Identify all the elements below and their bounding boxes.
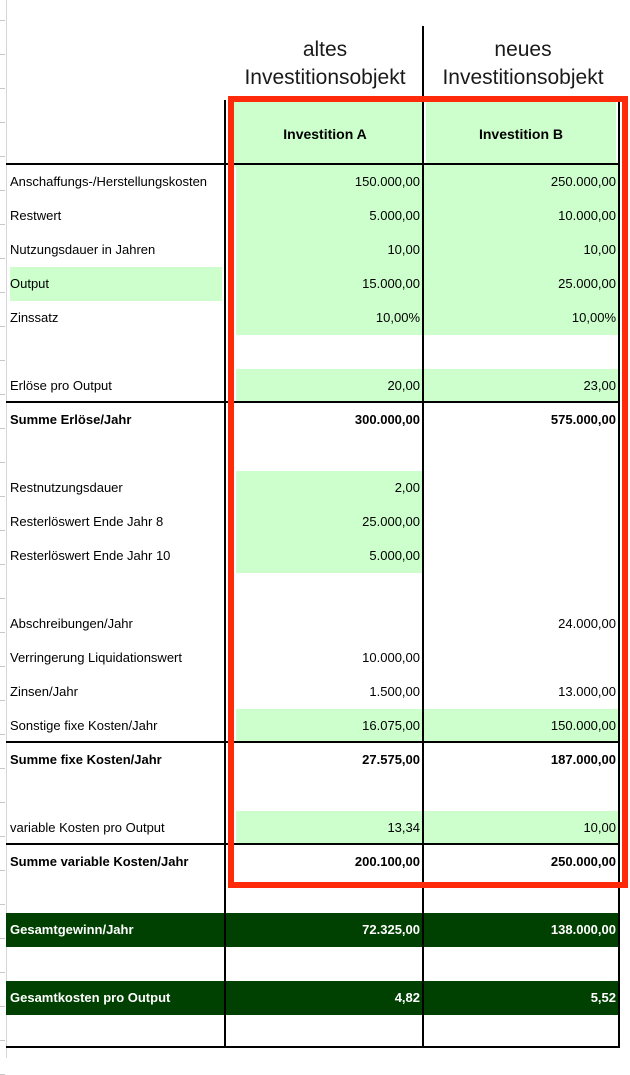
table-row [6, 505, 618, 539]
cell-investition-b[interactable]: 10,00 [424, 233, 618, 267]
cell-investition-b[interactable]: 10,00% [424, 301, 618, 335]
cell-investition-b[interactable]: 187.000,00 [550, 752, 616, 767]
row-label[interactable]: Summe Erlöse/Jahr [10, 412, 132, 427]
cell-investition-b[interactable] [424, 539, 618, 573]
row-gutter-tick [0, 632, 5, 633]
table-row [6, 777, 618, 811]
row-gutter-tick [0, 972, 5, 973]
cell-investition-a[interactable]: 25.000,00 [236, 505, 422, 539]
cell-investition-b[interactable]: 5,52 [590, 990, 616, 1005]
row-label[interactable] [10, 573, 222, 607]
row-label[interactable]: Abschreibungen/Jahr [10, 616, 133, 631]
divider-right [618, 100, 620, 1048]
row-label[interactable] [10, 879, 222, 913]
cell-investition-a[interactable]: 1.500,00 [369, 684, 420, 699]
table-row [6, 267, 618, 301]
rule-variable [6, 843, 620, 845]
divider-mid [422, 100, 424, 1048]
cell-investition-b[interactable] [424, 777, 618, 811]
row-label[interactable]: Resterlöswert Ende Jahr 10 [10, 548, 171, 563]
cell-investition-b[interactable]: 250.000,00 [550, 854, 616, 869]
cell-investition-a[interactable]: 4,82 [394, 990, 420, 1005]
row-gutter-tick [0, 700, 5, 701]
cell-investition-a[interactable]: 16.075,00 [236, 709, 422, 743]
cell-investition-a[interactable] [236, 777, 422, 811]
cell-investition-b[interactable] [424, 335, 618, 369]
row-label[interactable] [10, 947, 222, 981]
cell-investition-b[interactable]: 150.000,00 [424, 709, 618, 743]
cell-investition-b[interactable]: 10.000,00 [424, 199, 618, 233]
row-gutter-tick [0, 258, 5, 259]
cell-investition-a[interactable]: 10,00% [236, 301, 422, 335]
table-row [6, 641, 618, 675]
row-gutter-tick [0, 734, 5, 735]
row-label[interactable]: Resterlöswert Ende Jahr 8 [10, 514, 164, 529]
table-row [6, 675, 618, 709]
cell-investition-b[interactable]: 24.000,00 [558, 616, 616, 631]
cell-investition-b[interactable] [424, 947, 618, 981]
row-gutter-tick [0, 428, 5, 429]
cell-investition-b[interactable]: 575.000,00 [550, 412, 616, 427]
table-row [6, 403, 618, 437]
row-label[interactable]: Anschaffungs-/Herstellungskosten [10, 174, 208, 189]
cell-investition-a[interactable]: 20,00 [236, 369, 422, 403]
cell-investition-a[interactable]: 5.000,00 [236, 199, 422, 233]
row-label[interactable]: Nutzungsdauer in Jahren [10, 242, 156, 257]
cell-investition-a[interactable]: 27.575,00 [362, 752, 420, 767]
row-label[interactable]: Gesamtgewinn/Jahr [10, 922, 134, 937]
row-gutter-tick [0, 394, 5, 395]
row-label[interactable]: Summe fixe Kosten/Jahr [10, 752, 162, 767]
row-label[interactable]: Restwert [10, 208, 62, 223]
divider-left [224, 100, 226, 1048]
cell-investition-b[interactable] [424, 471, 618, 505]
row-label[interactable] [10, 335, 222, 369]
row-gutter-tick [0, 54, 5, 55]
rule-bottom [6, 1046, 620, 1048]
row-gutter-tick [0, 496, 5, 497]
cell-investition-a[interactable]: 300.000,00 [354, 412, 420, 427]
row-label[interactable]: Gesamtkosten pro Output [10, 990, 171, 1005]
row-gutter-tick [0, 836, 5, 837]
table-row [6, 573, 618, 607]
table-row [6, 199, 618, 233]
cell-investition-b[interactable]: 250.000,00 [424, 165, 618, 199]
row-gutter-tick [0, 666, 5, 667]
row-label[interactable]: Zinssatz [10, 310, 59, 325]
row-label[interactable]: Output [10, 267, 222, 301]
cell-investition-b[interactable] [424, 573, 618, 607]
row-gutter-tick [0, 870, 5, 871]
cell-investition-b[interactable]: 13.000,00 [558, 684, 616, 699]
cell-investition-a[interactable]: 10.000,00 [362, 650, 420, 665]
cell-investition-a[interactable]: 5.000,00 [236, 539, 422, 573]
row-gutter-tick [0, 224, 5, 225]
row-label[interactable] [10, 777, 222, 811]
cell-investition-a[interactable]: 15.000,00 [236, 267, 422, 301]
col-a-header[interactable]: Investition A [228, 101, 422, 167]
cell-investition-a[interactable] [236, 437, 422, 471]
cell-investition-b[interactable]: 10,00 [424, 811, 618, 845]
row-gutter-tick [0, 326, 5, 327]
table-row [6, 539, 618, 573]
row-gutter-tick [0, 938, 5, 939]
rule-erloese [6, 401, 620, 403]
cell-investition-a[interactable]: 2,00 [236, 471, 422, 505]
row-gutter-tick [0, 156, 5, 157]
row-label[interactable]: Erlöse pro Output [10, 378, 112, 393]
row-label[interactable]: variable Kosten pro Output [10, 820, 165, 835]
table-row [6, 879, 618, 913]
cell-investition-b[interactable] [424, 879, 618, 913]
cell-investition-b[interactable]: 138.000,00 [550, 922, 616, 937]
row-gutter-tick [0, 1006, 5, 1007]
row-gutter-tick [0, 122, 5, 123]
row-gutter-tick [0, 802, 5, 803]
row-label[interactable]: Restnutzungsdauer [10, 480, 123, 495]
col-b-header[interactable]: Investition B [426, 101, 616, 167]
cell-investition-b[interactable] [424, 505, 618, 539]
table-row [6, 335, 618, 369]
row-label[interactable] [10, 437, 222, 471]
row-label[interactable]: Sonstige fixe Kosten/Jahr [10, 718, 158, 733]
table-row [6, 845, 618, 879]
cell-investition-a[interactable]: 72.325,00 [362, 922, 420, 937]
cell-investition-a[interactable] [236, 607, 422, 641]
table-row [6, 301, 618, 335]
col-a-top-header: altes Investitionsobjekt [244, 38, 406, 89]
rule-fixkosten [6, 741, 620, 743]
cell-investition-a[interactable] [236, 879, 422, 913]
row-gutter-tick [0, 1040, 5, 1041]
table-row [6, 913, 618, 947]
rule-header [6, 163, 620, 165]
table-row [6, 947, 618, 981]
col-b-top-header: neues Investitionsobjekt [442, 38, 604, 89]
row-gutter-tick [0, 530, 5, 531]
row-gutter-tick [0, 462, 5, 463]
row-gutter-tick [0, 564, 5, 565]
row-gutter-tick [0, 904, 5, 905]
table-row [6, 709, 618, 743]
row-label[interactable]: Summe variable Kosten/Jahr [10, 854, 189, 869]
row-gutter-tick [0, 190, 5, 191]
row-gutter-tick [0, 292, 5, 293]
row-gutter-tick [0, 598, 5, 599]
row-gutter-tick [0, 20, 5, 21]
table-row [6, 607, 618, 641]
table-row [6, 471, 618, 505]
row-gutter-tick [0, 360, 5, 361]
row-label[interactable]: Verringerung Liquidationswert [10, 650, 182, 665]
cell-investition-b[interactable]: 23,00 [424, 369, 618, 403]
cell-investition-a[interactable] [236, 335, 422, 369]
row-label[interactable]: Zinsen/Jahr [10, 684, 78, 699]
table-row [6, 165, 618, 199]
row-gutter-tick [0, 88, 5, 89]
cell-investition-a[interactable] [236, 573, 422, 607]
row-gutter-tick [0, 768, 5, 769]
cell-investition-a[interactable]: 200.100,00 [354, 854, 420, 869]
cell-investition-b[interactable]: 25.000,00 [424, 267, 618, 301]
cell-investition-a[interactable]: 10,00 [236, 233, 422, 267]
divider-top [422, 26, 424, 100]
cell-investition-a[interactable] [236, 947, 422, 981]
cell-investition-a[interactable]: 150.000,00 [236, 165, 422, 199]
cell-investition-b[interactable] [424, 641, 618, 675]
table-row [6, 811, 618, 845]
table-row [6, 233, 618, 267]
table-row [6, 369, 618, 403]
table-row [6, 437, 618, 471]
table-row [6, 743, 618, 777]
cell-investition-a[interactable]: 13,34 [236, 811, 422, 845]
cell-investition-b[interactable] [424, 437, 618, 471]
table-row [6, 981, 618, 1015]
